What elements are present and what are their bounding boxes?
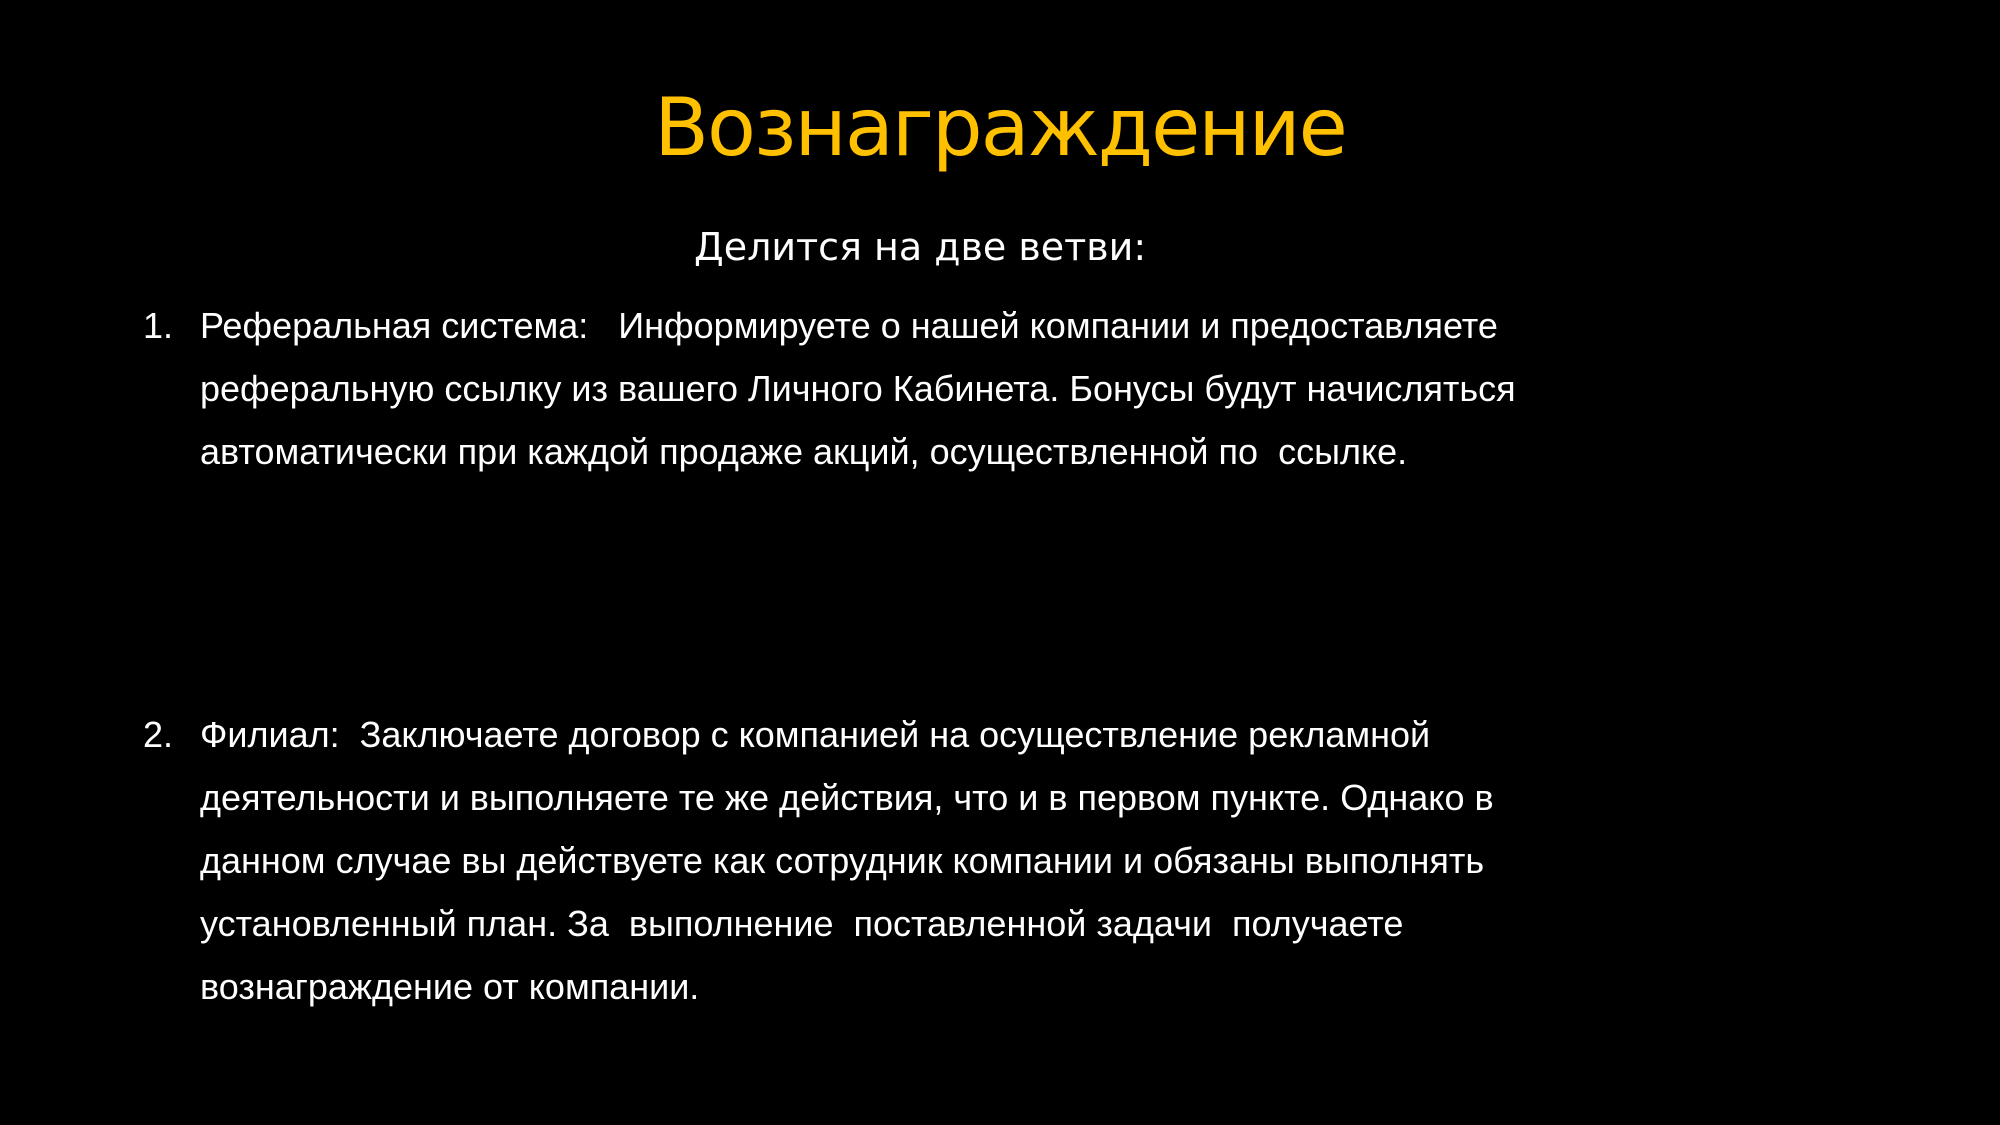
list-item-line: установленный план. За выполнение поставленной задачи получаете — [200, 903, 1404, 944]
list-item-line: Филиал: Заключаете договор с компанией на осуществление рекламной — [200, 714, 1431, 755]
list-item-line: данном случае вы действуете как сотрудник компании и обязаны выполнять — [200, 840, 1485, 881]
slide-subtitle: Делится на две ветви: — [694, 225, 1147, 269]
list-item-line: автоматически при каждой продаже акций, осуществленной по ссылке. — [200, 431, 1408, 472]
list-item-number: 2. — [143, 714, 174, 755]
list-item-line: деятельности и выполняете те же действия, что и в первом пункте. Однако в — [200, 777, 1494, 818]
list-item-text — [200, 703, 1660, 1018]
slide-title — [0, 78, 2000, 178]
list-item-number: 1. — [143, 305, 174, 346]
list-item-line: реферальную ссылку из вашего Личного Кабинета. Бонусы будут начисляться — [200, 368, 1516, 409]
slide-title-text: Вознаграждение — [654, 81, 1346, 174]
list-item-line: Реферальная система: Информируете о нашей компании и предоставляете — [200, 305, 1498, 346]
list-item-line: вознаграждение от компании. — [200, 966, 700, 1007]
list-item-text — [200, 294, 1660, 483]
